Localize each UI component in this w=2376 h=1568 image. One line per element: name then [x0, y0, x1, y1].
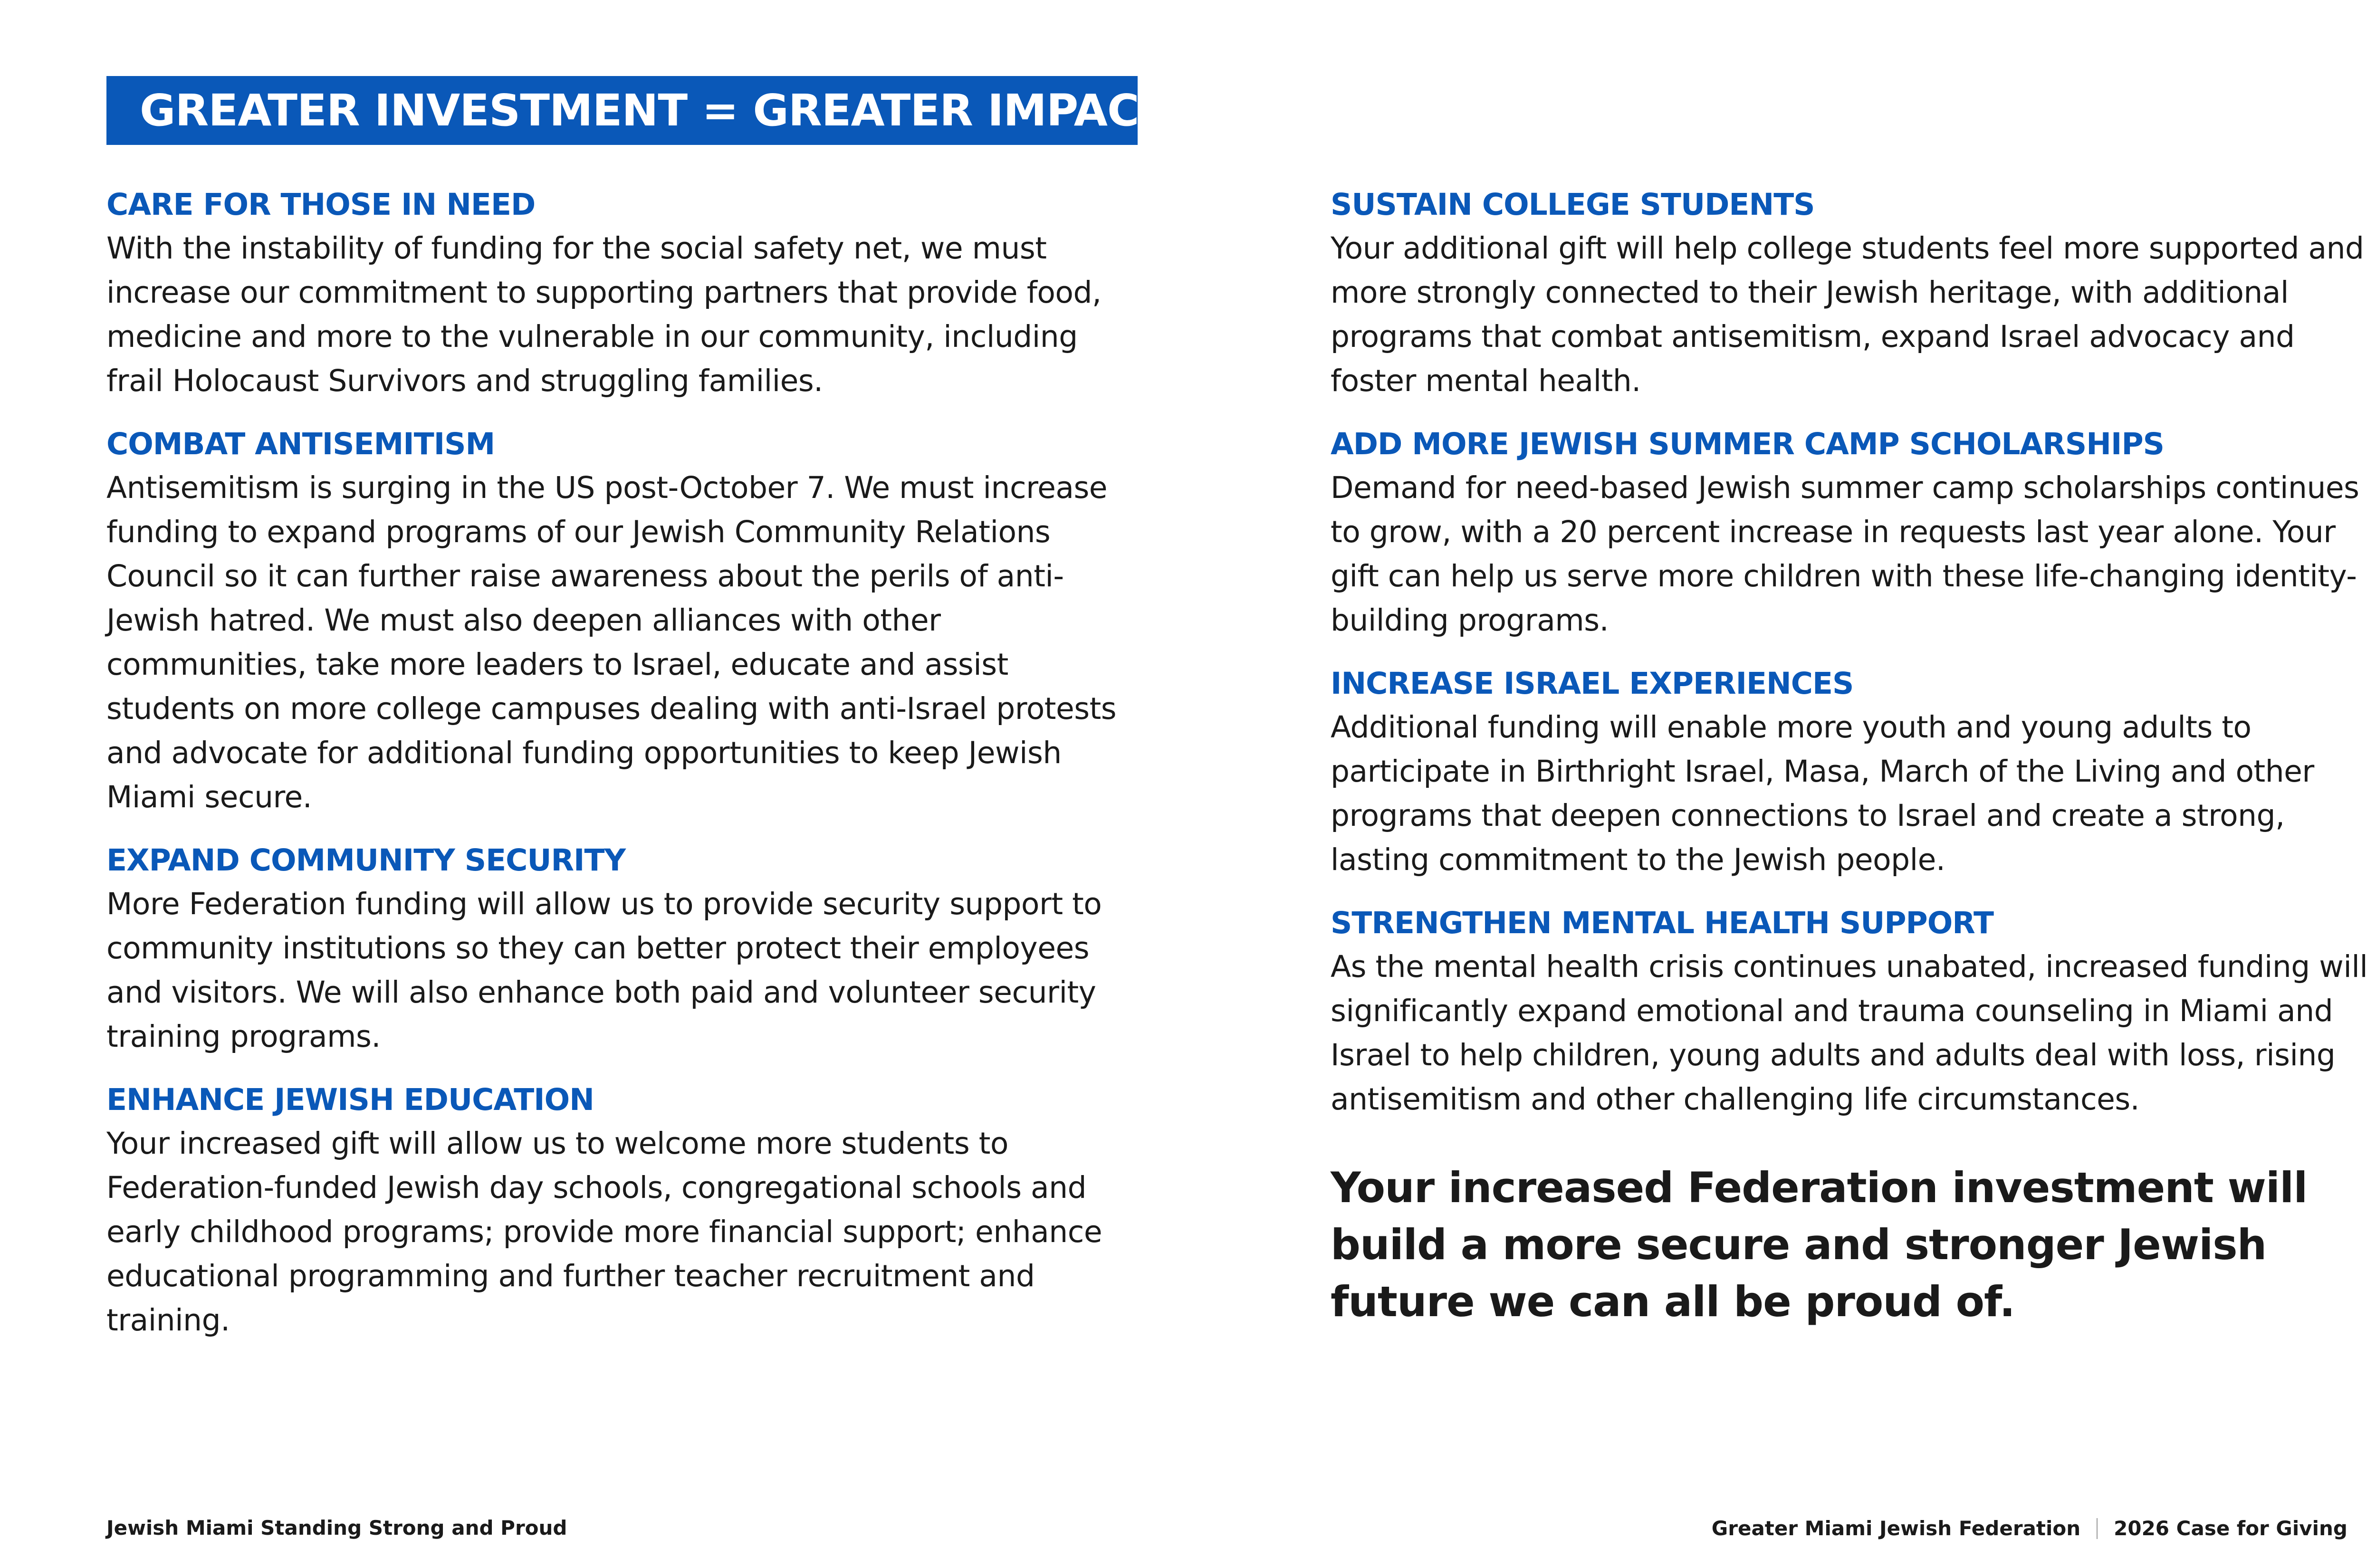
title-banner: [106, 76, 1169, 145]
section-body: As the mental health crisis continues unabated, increased funding will significantly expand emotional and trauma counseling in Miami and Israel to help children, young adults and adults deal with loss, rising antisemitism and other challenging life circumstances.: [1331, 949, 2368, 1117]
section-heading: ADD MORE JEWISH SUMMER CAMP SCHOLARSHIPS: [1331, 426, 2165, 461]
section-body: Antisemitism is surging in the US post-October 7. We must increase funding to expand programs of our Jewish Community Relations Council so it can further raise awareness about the perils of anti-Jewish hatred. We must also deepen alliances with other communities, take more leaders to Israel, educate and assist students on more college campuses dealing with anti-Israel protests and advocate for additional funding opportunities to keep Jewish Miami secure.: [106, 470, 1117, 814]
section-body: Demand for need-based Jewish summer camp scholarships continues to grow, with a 20 percent increase in requests last year alone. Your gift can help us serve more children with these life-changing identity-building programs.: [1331, 470, 2359, 638]
footer-org-name: Greater Miami Jewish Federation: [1711, 1517, 2081, 1540]
section-heading: COMBAT ANTISEMITISM: [106, 426, 495, 461]
section-summer-camp-scholarships: [1331, 425, 2376, 642]
left-column: [106, 185, 1133, 1364]
section-sustain-college-students: [1331, 185, 2376, 403]
section-expand-community-security: [106, 841, 1133, 1059]
closing-statement: Your increased Federation investment will build a more secure and stronger Jewish future we can all be proud of.: [1331, 1163, 2308, 1326]
section-body: Your additional gift will help college students feel more supported and more strongly connected to their Jewish heritage, with additional programs that combat antisemitism, expand Israel advocacy and foster mental health.: [1331, 230, 2364, 398]
section-combat-antisemitism: [106, 425, 1133, 819]
footer-right: [1712, 1518, 2347, 1539]
page-title: GREATER INVESTMENT = GREATER IMPACT: [140, 85, 1169, 136]
section-care-for-those-in-need: [106, 185, 1133, 403]
section-heading: ENHANCE JEWISH EDUCATION: [106, 1082, 594, 1117]
section-heading: STRENGTHEN MENTAL HEALTH SUPPORT: [1331, 905, 1993, 940]
section-body: Additional funding will enable more youth and young adults to participate in Birthright Israel, Masa, March of the Living and other programs that deepen connections to Israel and create a strong, lasting commitment to the Jewish people.: [1331, 709, 2314, 877]
section-enhance-jewish-education: [106, 1080, 1133, 1342]
section-body: Your increased gift will allow us to welcome more students to Federation-funded Jewish day schools, congregational schools and early childhood programs; provide more financial support; enhance educational programming and further teacher recruitment and training.: [106, 1126, 1102, 1338]
section-heading: EXPAND COMMUNITY SECURITY: [106, 842, 626, 878]
section-body: With the instability of funding for the social safety net, we must increase our commitment to supporting partners that provide food, medicine and more to the vulnerable in our community, including frail Holocaust Survivors and struggling families.: [106, 230, 1102, 398]
right-column: [1331, 185, 2376, 1330]
section-mental-health-support: [1331, 904, 2376, 1121]
footer-tagline: Jewish Miami Standing Strong and Proud: [106, 1516, 567, 1539]
section-heading: CARE FOR THOSE IN NEED: [106, 187, 536, 222]
section-body: More Federation funding will allow us to provide security support to community institutions so they can better protect their employees and visitors. We will also enhance both paid and volunteer security training programs.: [106, 886, 1102, 1054]
section-heading: SUSTAIN COLLEGE STUDENTS: [1331, 187, 1815, 222]
section-increase-israel-experiences: [1331, 664, 2376, 882]
section-heading: INCREASE ISRAEL EXPERIENCES: [1331, 666, 1854, 701]
footer-divider: [2097, 1518, 2098, 1539]
footer-document-title: 2026 Case for Giving: [2114, 1517, 2347, 1540]
